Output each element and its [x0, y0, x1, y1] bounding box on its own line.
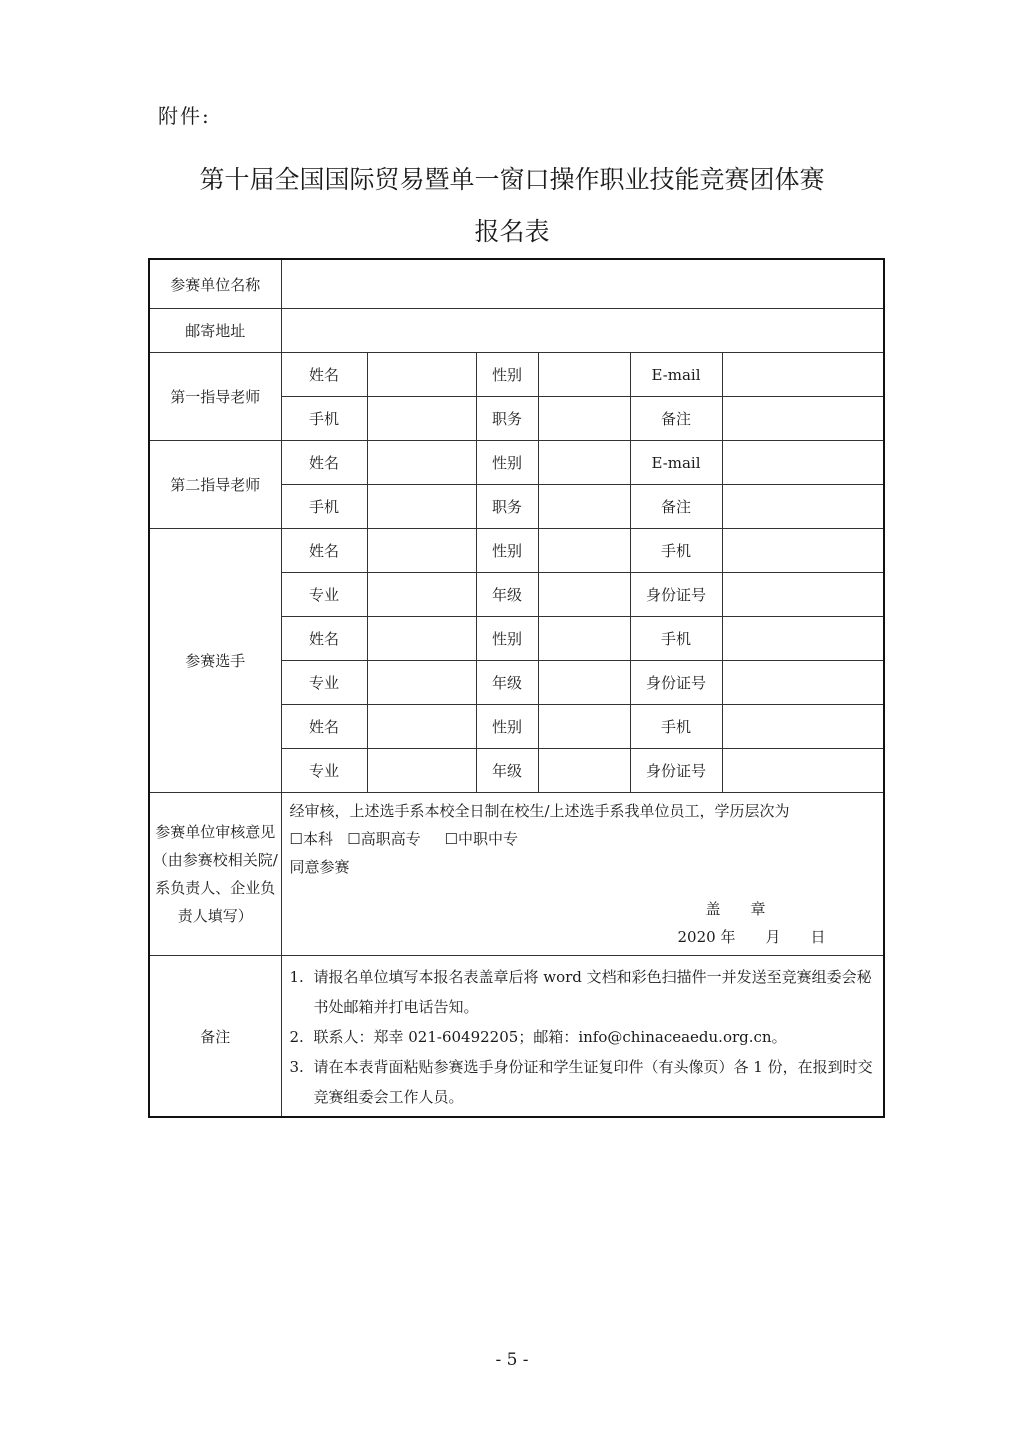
cell-label: 手机 [630, 705, 722, 749]
teacher2-row-1 [149, 441, 884, 485]
cell-label: 身份证号 [630, 661, 722, 705]
unit-name-row [149, 259, 884, 309]
cell-label: 性别 [476, 617, 538, 661]
player2-gender-field[interactable] [538, 617, 630, 661]
cell-label: 年级 [476, 661, 538, 705]
page-number: - 5 - [495, 1350, 529, 1370]
teacher2-mobile-field[interactable] [367, 485, 476, 529]
option-secondary-vocational[interactable]: ☐中职中专 [444, 830, 519, 848]
player1-gender-field[interactable] [538, 529, 630, 573]
player2-name-field[interactable] [367, 617, 476, 661]
option-vocational-college[interactable]: ☐高职高专 [347, 830, 421, 848]
note-text: 请报名单位填写本报名表盖章后将 word 文档和彩色扫描件一并发送至竞赛组委会秘书处邮箱并打电话告知。 [313, 968, 872, 1016]
cell-label: 身份证号 [630, 749, 722, 793]
cell-label: 姓名 [281, 353, 367, 397]
option-undergraduate[interactable]: ☐本科 [289, 830, 333, 848]
cell-label: 手机 [630, 529, 722, 573]
player3-major-field[interactable] [367, 749, 476, 793]
cell-label: 专业 [281, 573, 367, 617]
teacher2-gender-field[interactable] [538, 441, 630, 485]
unit-name-label: 参赛单位名称 [149, 259, 281, 309]
teacher1-row-1 [149, 353, 884, 397]
teacher1-remark-field[interactable] [722, 397, 884, 441]
player2-grade-field[interactable] [538, 661, 630, 705]
notes-content [281, 956, 884, 1118]
note-item [290, 1022, 874, 1052]
notes-label: 备注 [149, 956, 281, 1118]
cell-label: 备注 [630, 485, 722, 529]
teacher2-label: 第二指导老师 [149, 441, 281, 529]
registration-table [148, 258, 885, 1118]
player1-grade-field[interactable] [538, 573, 630, 617]
cell-label: 姓名 [281, 529, 367, 573]
teacher1-mobile-field[interactable] [367, 397, 476, 441]
note-number: 3. [289, 1058, 304, 1076]
teacher1-gender-field[interactable] [538, 353, 630, 397]
player3-mobile-field[interactable] [722, 705, 884, 749]
note-text: 联系人：郑幸 021-60492205；邮箱：info@chinaceaedu.org.cn。 [313, 1028, 787, 1046]
player2-id-field[interactable] [722, 661, 884, 705]
address-label: 邮寄地址 [149, 309, 281, 353]
cell-label: 姓名 [281, 617, 367, 661]
notes-row [149, 956, 884, 1118]
seal-label: 盖 章 [705, 900, 766, 918]
address-field[interactable] [281, 309, 884, 353]
teacher1-name-field[interactable] [367, 353, 476, 397]
cell-label: 年级 [476, 749, 538, 793]
cell-label: 性别 [476, 529, 538, 573]
player2-mobile-field[interactable] [722, 617, 884, 661]
player1-id-field[interactable] [722, 573, 884, 617]
teacher2-position-field[interactable] [538, 485, 630, 529]
cell-label: 性别 [476, 353, 538, 397]
cell-label: E-mail [630, 441, 722, 485]
cell-label: 性别 [476, 705, 538, 749]
players-label: 参赛选手 [149, 529, 281, 793]
note-number: 1. [289, 968, 304, 986]
cell-label: 专业 [281, 661, 367, 705]
attachment-label: 附件: [158, 104, 211, 128]
teacher2-remark-field[interactable] [722, 485, 884, 529]
cell-label: 手机 [281, 397, 367, 441]
cell-label: 身份证号 [630, 573, 722, 617]
note-item [290, 962, 874, 1022]
player3-gender-field[interactable] [538, 705, 630, 749]
note-text: 请在本表背面粘贴参赛选手身份证和学生证复印件（有头像页）各 1 份，在报到时交竞赛组委会工作人员。 [313, 1058, 873, 1106]
unit-name-field[interactable] [281, 259, 884, 309]
seal-date: 2020 年 月 日 [677, 928, 826, 946]
form-title: 第十届全国国际贸易暨单一窗口操作职业技能竞赛团体赛 [199, 165, 825, 194]
cell-label: 职务 [476, 397, 538, 441]
player1-mobile-field[interactable] [722, 529, 884, 573]
cell-label: 手机 [630, 617, 722, 661]
review-statement: 经审核，上述选手系本校全日制在校生/上述选手系我单位员工，学历层次为 [289, 802, 790, 820]
player3-grade-field[interactable] [538, 749, 630, 793]
note-number: 2. [289, 1028, 304, 1046]
player3-id-field[interactable] [722, 749, 884, 793]
cell-label: 专业 [281, 749, 367, 793]
note-item [290, 1052, 874, 1112]
cell-label: 姓名 [281, 705, 367, 749]
education-options [290, 825, 876, 853]
teacher1-email-field[interactable] [722, 353, 884, 397]
cell-label: 职务 [476, 485, 538, 529]
review-field[interactable] [281, 793, 884, 956]
review-row [149, 793, 884, 956]
teacher2-email-field[interactable] [722, 441, 884, 485]
player1-name-field[interactable] [367, 529, 476, 573]
cell-label: 姓名 [281, 441, 367, 485]
teacher1-position-field[interactable] [538, 397, 630, 441]
agree-text: 同意参赛 [289, 858, 350, 876]
cell-label: 备注 [630, 397, 722, 441]
address-row [149, 309, 884, 353]
review-label: 参赛单位审核意见（由参赛校相关院/系负责人、企业负责人填写） [149, 793, 281, 956]
teacher2-name-field[interactable] [367, 441, 476, 485]
cell-label: 年级 [476, 573, 538, 617]
teacher1-label: 第一指导老师 [149, 353, 281, 441]
cell-label: E-mail [630, 353, 722, 397]
form-subtitle: 报名表 [474, 217, 550, 246]
player1-row-1 [149, 529, 884, 573]
player3-name-field[interactable] [367, 705, 476, 749]
cell-label: 性别 [476, 441, 538, 485]
cell-label: 手机 [281, 485, 367, 529]
player2-major-field[interactable] [367, 661, 476, 705]
player1-major-field[interactable] [367, 573, 476, 617]
